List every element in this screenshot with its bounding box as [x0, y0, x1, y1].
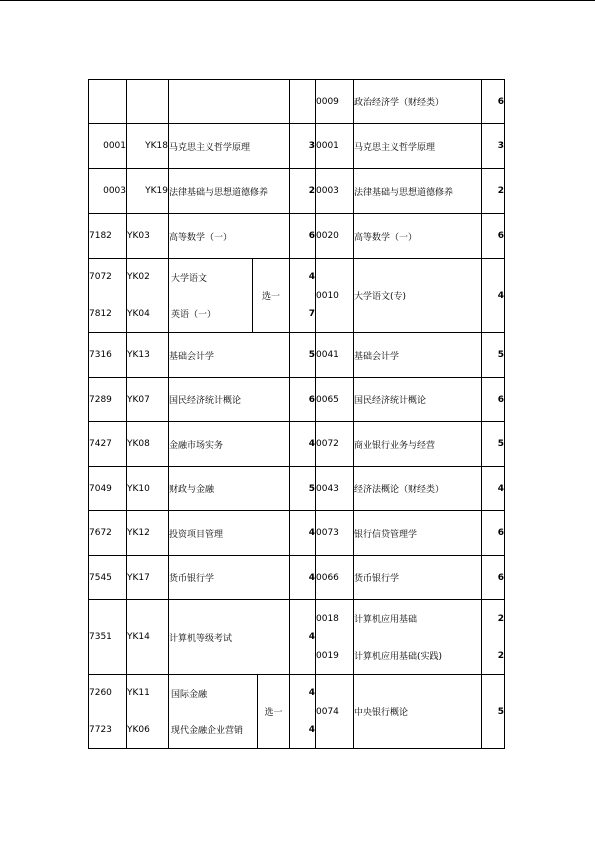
left-credit: 3 — [290, 124, 316, 169]
right-credit: 5 — [482, 675, 505, 749]
table-row — [89, 378, 505, 422]
left-course-name-a: 国际金融 — [171, 689, 208, 700]
left-credit: 4 — [290, 511, 316, 556]
left-course-name: 国民经济统计概论 — [169, 378, 290, 422]
left-course-name: 基础会计学 — [169, 333, 290, 378]
right-code: 0020 — [316, 214, 354, 259]
left-course-name: 高等数学（一） — [169, 214, 290, 259]
table-row — [89, 600, 505, 675]
left-course-name: 货币银行学 — [169, 556, 290, 600]
right-course-name: 商业银行业务与经营 — [354, 422, 482, 467]
top-rule — [0, 0, 595, 1]
left-course-code: YK07 — [127, 378, 169, 422]
left-course-code: YK14 — [127, 600, 169, 675]
right-credit: 4 — [482, 467, 505, 511]
table-row — [89, 124, 505, 169]
right-course-name — [354, 600, 482, 675]
left-course-name — [169, 80, 290, 124]
left-credit: 4 — [290, 600, 316, 675]
left-course-name: 金融市场实务 — [169, 422, 290, 467]
left-code: 7351 — [89, 600, 127, 675]
left-course-code-b: YK04 — [127, 308, 150, 319]
left-credit-b: 4 — [308, 724, 315, 735]
right-course-name: 国民经济统计概论 — [354, 378, 482, 422]
right-code: 0010 — [316, 259, 354, 333]
left-code-a: 7072 — [89, 272, 112, 283]
left-credit — [290, 259, 316, 333]
right-code: 0065 — [316, 378, 354, 422]
left-credit: 5 — [290, 333, 316, 378]
right-course-name: 银行信贷管理学 — [354, 511, 482, 556]
left-course-code — [127, 259, 169, 333]
left-course-code: YK18 — [127, 124, 169, 169]
left-course-code: YK12 — [127, 511, 169, 556]
right-code: 0009 — [316, 80, 354, 124]
left-credit: 5 — [290, 467, 316, 511]
table-row — [89, 169, 505, 214]
left-course-code: YK10 — [127, 467, 169, 511]
right-course-name: 基础会计学 — [354, 333, 482, 378]
left-code — [89, 675, 127, 749]
left-course-code: YK19 — [127, 169, 169, 214]
left-course-name: 财政与金融 — [169, 467, 290, 511]
right-code: 0041 — [316, 333, 354, 378]
left-course-code-a: YK02 — [127, 272, 150, 283]
right-course-name: 高等数学（一） — [354, 214, 482, 259]
left-code: 7049 — [89, 467, 127, 511]
right-code-a: 0018 — [316, 613, 339, 624]
right-code: 0066 — [316, 556, 354, 600]
right-credit: 5 — [482, 333, 505, 378]
left-course-name: 计算机等级考试 — [169, 600, 290, 675]
table-row — [89, 467, 505, 511]
left-credit: 6 — [290, 378, 316, 422]
right-course-name-a: 计算机应用基础 — [354, 615, 418, 625]
right-course-name: 大学语文(专) — [354, 259, 482, 333]
right-code-b: 0019 — [316, 650, 339, 661]
left-credit-a: 4 — [308, 272, 315, 283]
left-course-name-b: 英语（一） — [171, 310, 217, 321]
right-credit: 3 — [482, 124, 505, 169]
right-course-name: 马克思主义哲学原理 — [354, 124, 482, 169]
right-credit: 6 — [482, 556, 505, 600]
left-course-code — [127, 675, 169, 749]
left-course-code-a: YK11 — [127, 688, 150, 699]
left-credit: 6 — [290, 214, 316, 259]
right-code: 0043 — [316, 467, 354, 511]
left-credit — [290, 675, 316, 749]
left-code: 0003 — [89, 169, 127, 214]
left-code: 7289 — [89, 378, 127, 422]
left-code-b: 7812 — [89, 308, 112, 319]
left-course-name: 投资项目管理 — [169, 511, 290, 556]
left-course-code-b: YK06 — [127, 724, 150, 735]
table-row — [89, 214, 505, 259]
right-code: 0001 — [316, 124, 354, 169]
left-code: 7316 — [89, 333, 127, 378]
left-credit-b: 7 — [308, 308, 315, 319]
right-code: 0073 — [316, 511, 354, 556]
right-course-name: 政治经济学（财经类） — [354, 80, 482, 124]
right-credit: 4 — [482, 259, 505, 333]
left-course-name: 法律基础与思想道德修养 — [169, 169, 290, 214]
course-mapping-table — [88, 79, 505, 749]
right-credit: 5 — [482, 422, 505, 467]
right-credit: 2 — [482, 169, 505, 214]
left-course-name-b: 现代金融企业营销 — [171, 726, 244, 737]
right-code: 0072 — [316, 422, 354, 467]
right-code: 0074 — [316, 675, 354, 749]
right-course-name: 货币银行学 — [354, 556, 482, 600]
choose-one-label: 选一 — [252, 259, 289, 332]
left-course-code: YK08 — [127, 422, 169, 467]
right-course-name: 经济法概论（财经类） — [354, 467, 482, 511]
left-course-name — [169, 675, 290, 749]
right-credit-a: 2 — [497, 613, 504, 624]
left-course-code — [127, 80, 169, 124]
right-credit: 6 — [482, 511, 505, 556]
left-credit: 4 — [290, 422, 316, 467]
table-row — [89, 556, 505, 600]
left-credit: 4 — [290, 556, 316, 600]
table-row — [89, 511, 505, 556]
left-course-name — [169, 259, 290, 333]
left-credit — [290, 80, 316, 124]
right-course-name: 法律基础与思想道德修养 — [354, 169, 482, 214]
table-row — [89, 80, 505, 124]
left-course-code: YK13 — [127, 333, 169, 378]
left-credit-a: 4 — [308, 688, 315, 699]
left-course-name-a: 大学语文 — [171, 273, 208, 284]
left-course-code: YK03 — [127, 214, 169, 259]
left-code: 7672 — [89, 511, 127, 556]
left-code — [89, 259, 127, 333]
choose-one-label: 选一 — [257, 675, 289, 748]
left-code: 0001 — [89, 124, 127, 169]
right-credit: 6 — [482, 80, 505, 124]
left-code-b: 7723 — [89, 724, 112, 735]
table-row — [89, 259, 505, 333]
table-row — [89, 675, 505, 749]
left-code: 7427 — [89, 422, 127, 467]
left-code-a: 7260 — [89, 688, 112, 699]
table-row — [89, 422, 505, 467]
right-credit — [482, 600, 505, 675]
right-credit: 6 — [482, 214, 505, 259]
left-course-name: 马克思主义哲学原理 — [169, 124, 290, 169]
left-credit: 2 — [290, 169, 316, 214]
right-course-name-b: 计算机应用基础(实践) — [354, 652, 443, 662]
right-credit-b: 2 — [497, 650, 504, 661]
left-code: 7182 — [89, 214, 127, 259]
right-course-name: 中央银行概论 — [354, 675, 482, 749]
left-code: 7545 — [89, 556, 127, 600]
left-code — [89, 80, 127, 124]
left-course-code: YK17 — [127, 556, 169, 600]
right-code: 0003 — [316, 169, 354, 214]
right-credit: 6 — [482, 378, 505, 422]
right-code — [316, 600, 354, 675]
table-row — [89, 333, 505, 378]
